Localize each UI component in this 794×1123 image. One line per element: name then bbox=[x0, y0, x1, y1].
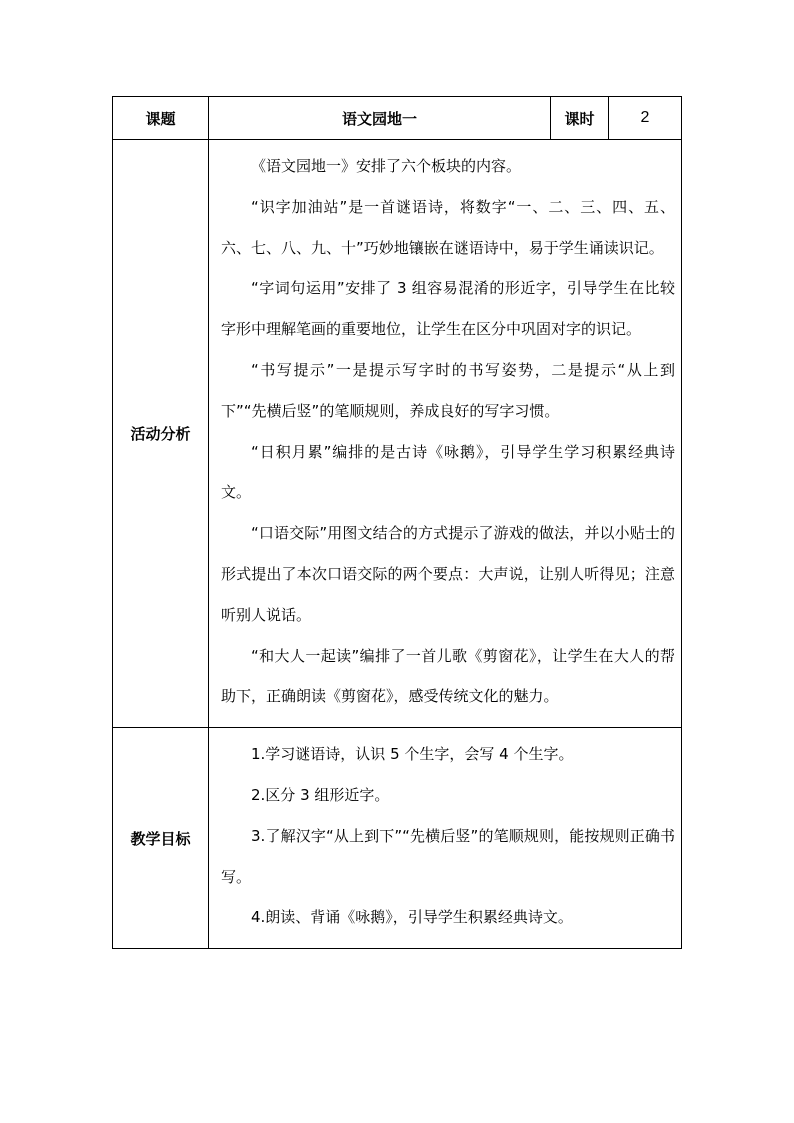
analysis-paragraph: “和大人一起读”编排了一首儿歌《剪窗花》，让学生在大人的帮助下，正确朗读《剪窗花》，感受传统文化的魅力。 bbox=[221, 646, 675, 706]
objectives-label: 教学目标 bbox=[113, 728, 209, 949]
title-label: 课题 bbox=[113, 97, 209, 140]
analysis-paragraph: 《语文园地一》安排了六个板块的内容。 bbox=[251, 157, 522, 175]
analysis-paragraph: “口语交际”用图文结合的方式提示了游戏的做法，并以小贴士的形式提出了本次口语交际的两个要点：大声说，让别人听得见；注意听别人说话。 bbox=[221, 524, 675, 624]
lesson-plan-table bbox=[112, 96, 682, 949]
title-value: 语文园地一 bbox=[209, 97, 551, 140]
analysis-content bbox=[209, 140, 682, 728]
objective-item: 4.朗读、背诵《咏鹅》，引导学生积累经典诗文。 bbox=[251, 908, 573, 927]
objectives-content bbox=[209, 728, 682, 949]
header-row bbox=[113, 97, 682, 140]
analysis-paragraph: “字词句运用”安排了 3 组容易混淆的形近字，引导学生在比较字形中理解笔画的重要地位，让学生在区分中巩固对字的识记。 bbox=[221, 279, 675, 339]
analysis-paragraph: “日积月累”编排的是古诗《咏鹅》，引导学生学习积累经典诗文。 bbox=[221, 442, 675, 502]
period-label: 课时 bbox=[551, 97, 609, 140]
analysis-paragraph: “识字加油站”是一首谜语诗，将数字“一、二、三、四、五、六、七、八、九、十”巧妙地镶嵌在谜语诗中，易于学生诵读识记。 bbox=[221, 197, 675, 257]
objective-item: 1.学习谜语诗，认识 5 个生字，会写 4 个生字。 bbox=[251, 745, 574, 764]
analysis-label: 活动分析 bbox=[113, 140, 209, 728]
period-value: 2 bbox=[609, 97, 682, 140]
analysis-paragraph: “书写提示”一是提示写字时的书写姿势，二是提示“从上到下”“先横后竖”的笔顺规则，养成良好的写字习惯。 bbox=[221, 360, 675, 420]
analysis-row bbox=[113, 140, 682, 728]
objective-item: 2.区分 3 组形近字。 bbox=[251, 785, 390, 804]
objectives-row bbox=[113, 728, 682, 949]
objective-item: 3.了解汉字“从上到下”“先横后竖”的笔顺规则，能按规则正确书写。 bbox=[221, 826, 675, 886]
